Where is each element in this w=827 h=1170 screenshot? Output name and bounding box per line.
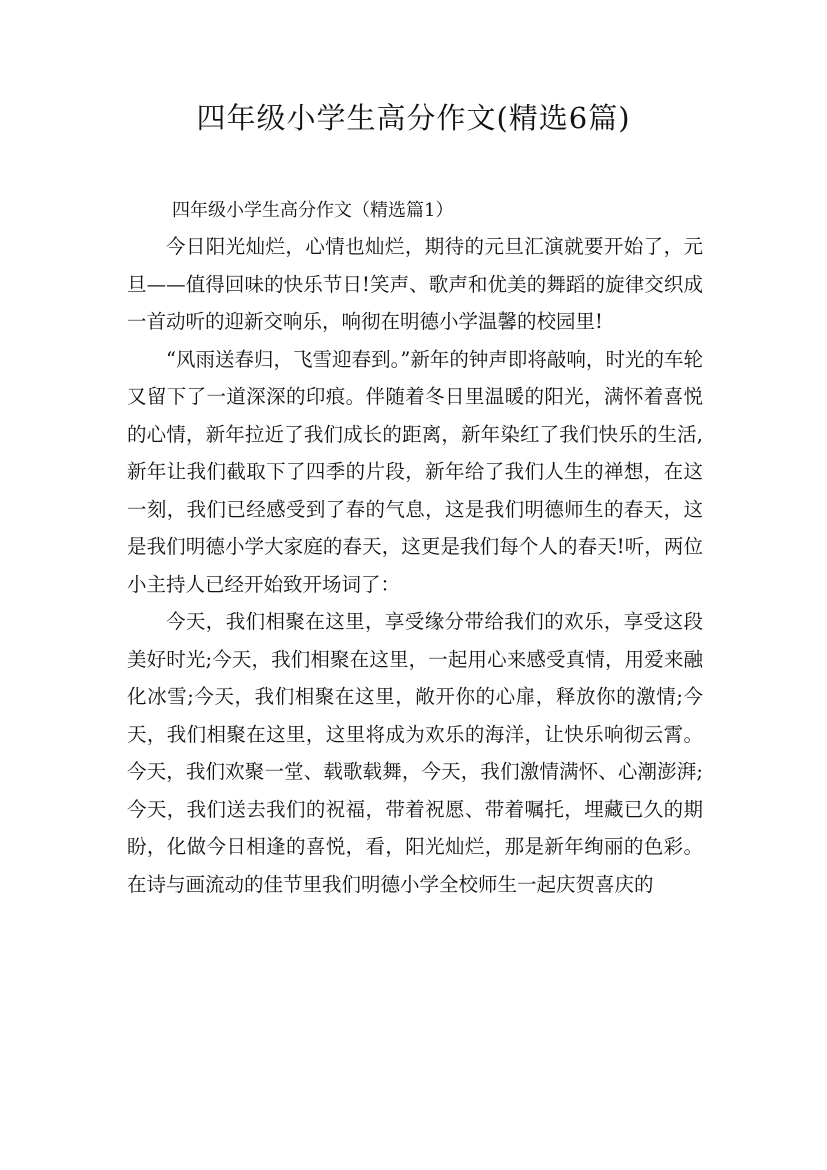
section-heading: 四年级小学生高分作文（精选篇1）	[172, 200, 454, 221]
paragraph-3: 今天，我们相聚在这里，享受缘分带给我们的欢乐，享受这段美好时光;今天，我们相聚在这里，一起用心来感受真情，用爱来融化冰雪;今天，我们相聚在这里，敞开你的心扉，释放你的激情;今天，我们相聚在这里，这里将成为欢乐的海洋，让快乐响彻云霄。今天，我们欢聚一堂、载歌载舞，今天，我们激情满怀、心潮澎湃;今天，我们送去我们的祝福，带着祝愿、带着嘱托，埋藏已久的期盼，化做今日相逢的喜悦，看，阳光灿烂，那是新年绚丽的色彩。在诗与画流动的佳节里我们明德小学全校师生一起庆贺喜庆的	[127, 610, 703, 896]
paragraph-1: 今日阳光灿烂，心情也灿烂，期待的元旦汇演就要开始了，元旦——值得回味的快乐节日!笑声、歌声和优美的舞蹈的旋律交织成一首动听的迎新交响乐，响彻在明德小学温馨的校园里!	[127, 235, 703, 333]
paragraph-2: “风雨送春归，飞雪迎春到。”新年的钟声即将敲响，时光的车轮又留下了一道深深的印痕。伴随着冬日里温暖的阳光，满怀着喜悦的心情，新年拉近了我们成长的距离，新年染红了我们快乐的生活,新年让我们截取下了四季的片段，新年给了我们人生的禅想，在这一刻，我们已经感受到了春的气息，这是我们明德师生的春天，这是我们明德小学大家庭的春天，这更是我们每个人的春天!听，两位小主持人已经开始致开场词了：	[127, 347, 703, 596]
document-body	[127, 196, 703, 903]
document-title: 四年级小学生高分作文(精选6篇)	[196, 101, 631, 135]
